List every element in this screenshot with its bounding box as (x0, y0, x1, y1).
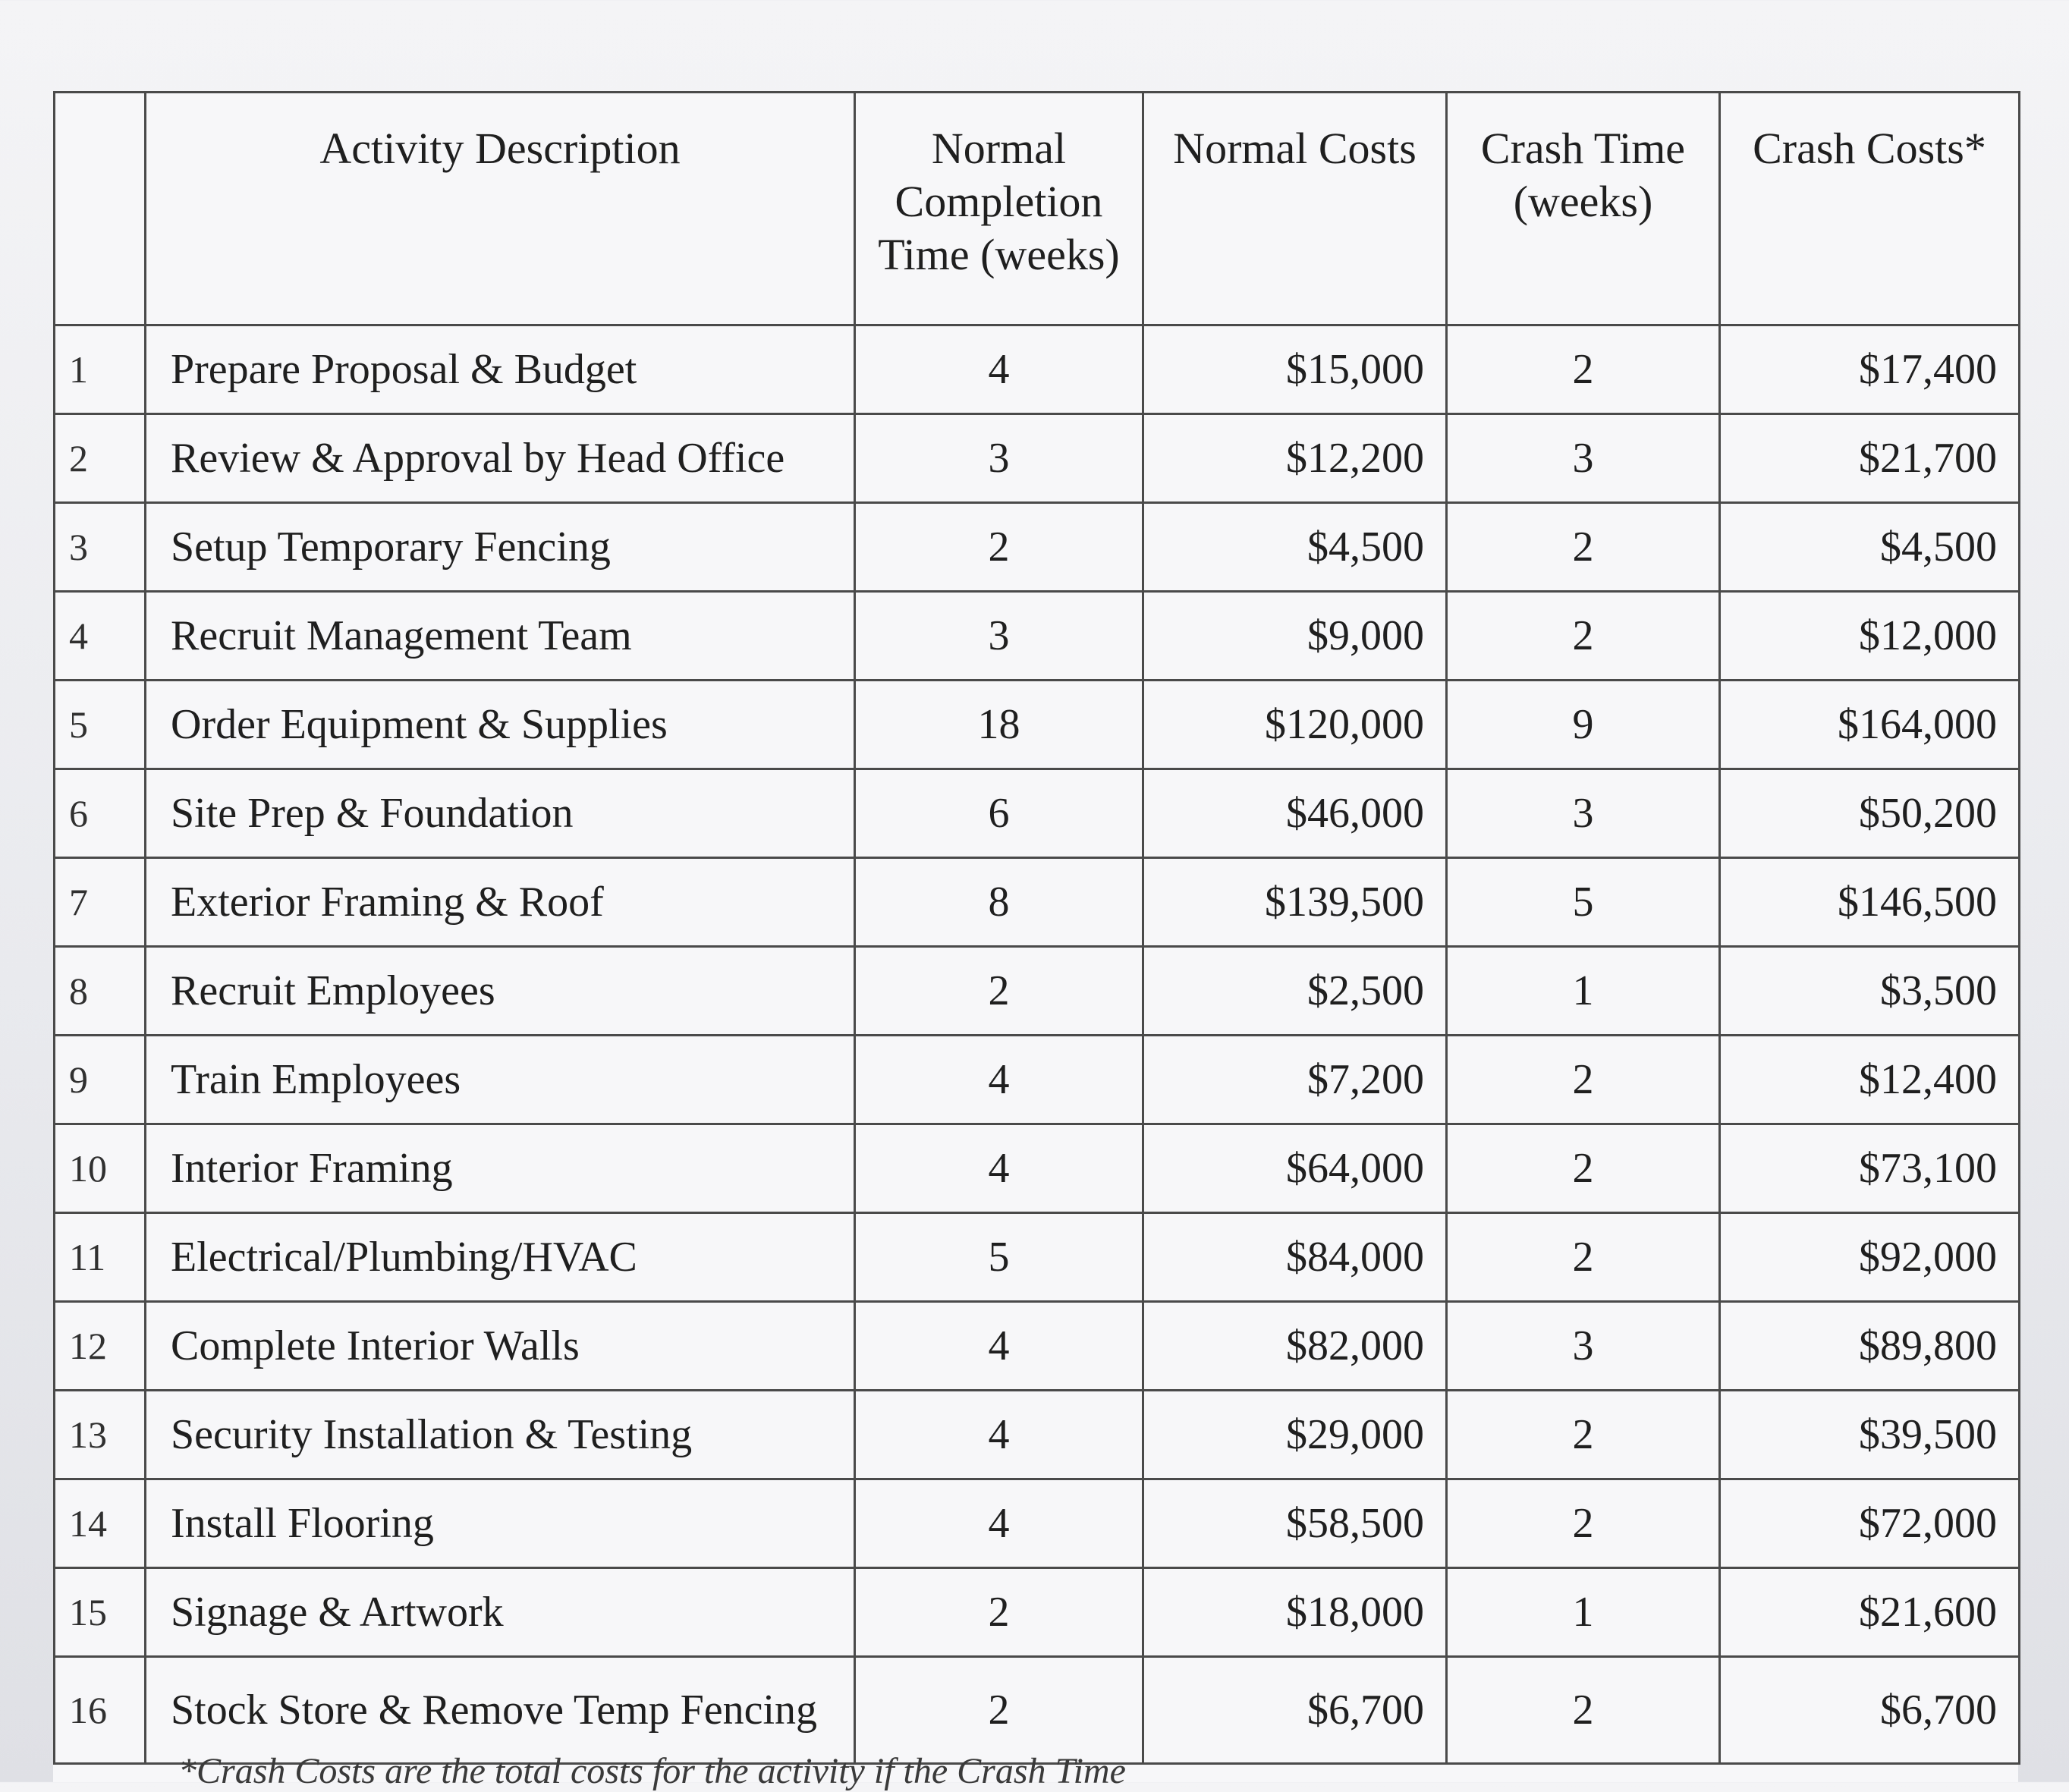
normal-costs: $18,000 (1143, 1568, 1447, 1657)
crash-costs: $6,700 (1720, 1657, 2020, 1764)
header-activity-description: Activity Description (146, 93, 855, 325)
crash-costs: $17,400 (1720, 325, 2020, 414)
crash-time: 5 (1447, 858, 1720, 947)
table-row (55, 769, 2020, 858)
crash-costs: $89,800 (1720, 1302, 2020, 1391)
crash-costs: $12,000 (1720, 592, 2020, 681)
table-body (55, 325, 2020, 1764)
crash-costs: $39,500 (1720, 1391, 2020, 1479)
crash-costs: $146,500 (1720, 858, 2020, 947)
normal-costs: $64,000 (1143, 1124, 1447, 1213)
header-number (55, 93, 146, 325)
crash-time: 2 (1447, 1479, 1720, 1568)
row-number: 3 (55, 503, 146, 592)
table-row (55, 681, 2020, 769)
crash-time: 2 (1447, 1213, 1720, 1302)
activity-description: Setup Temporary Fencing (146, 503, 855, 592)
footnote: *Crash Costs are the total costs for the activity if the Crash Time (178, 1751, 1126, 1791)
crash-costs: $4,500 (1720, 503, 2020, 592)
row-number: 9 (55, 1036, 146, 1124)
crash-costs: $164,000 (1720, 681, 2020, 769)
table-row (55, 947, 2020, 1036)
crash-time: 2 (1447, 325, 1720, 414)
normal-costs: $9,000 (1143, 592, 1447, 681)
normal-time: 6 (855, 769, 1143, 858)
activity-description: Stock Store & Remove Temp Fencing (146, 1657, 855, 1764)
crash-time: 3 (1447, 1302, 1720, 1391)
normal-time: 3 (855, 592, 1143, 681)
row-number: 15 (55, 1568, 146, 1657)
table-row (55, 1391, 2020, 1479)
activity-description: Signage & Artwork (146, 1568, 855, 1657)
crash-time: 1 (1447, 1568, 1720, 1657)
header-normal-costs: Normal Costs (1143, 93, 1447, 325)
crash-time: 2 (1447, 1657, 1720, 1764)
crash-costs: $72,000 (1720, 1479, 2020, 1568)
normal-time: 2 (855, 947, 1143, 1036)
crash-costs: $92,000 (1720, 1213, 2020, 1302)
normal-costs: $82,000 (1143, 1302, 1447, 1391)
normal-time: 4 (855, 1036, 1143, 1124)
row-number: 1 (55, 325, 146, 414)
table-row (55, 1036, 2020, 1124)
table-row (55, 414, 2020, 503)
table-row (55, 325, 2020, 414)
table-row (55, 1302, 2020, 1391)
crash-time: 2 (1447, 1391, 1720, 1479)
header-row (55, 93, 2020, 325)
table-row (55, 592, 2020, 681)
row-number: 2 (55, 414, 146, 503)
normal-time: 3 (855, 414, 1143, 503)
crash-time: 9 (1447, 681, 1720, 769)
crash-time: 3 (1447, 769, 1720, 858)
normal-costs: $2,500 (1143, 947, 1447, 1036)
row-number: 8 (55, 947, 146, 1036)
normal-time: 2 (855, 503, 1143, 592)
normal-costs: $7,200 (1143, 1036, 1447, 1124)
activity-description: Exterior Framing & Roof (146, 858, 855, 947)
table-header (55, 93, 2020, 325)
crash-time: 1 (1447, 947, 1720, 1036)
row-number: 5 (55, 681, 146, 769)
normal-time: 4 (855, 1302, 1143, 1391)
activity-description: Complete Interior Walls (146, 1302, 855, 1391)
normal-costs: $29,000 (1143, 1391, 1447, 1479)
normal-time: 2 (855, 1657, 1143, 1764)
normal-costs: $46,000 (1143, 769, 1447, 858)
normal-time: 8 (855, 858, 1143, 947)
row-number: 12 (55, 1302, 146, 1391)
activity-description: Recruit Management Team (146, 592, 855, 681)
crash-time: 2 (1447, 1036, 1720, 1124)
table-row (55, 1657, 2020, 1764)
activity-description: Electrical/Plumbing/HVAC (146, 1213, 855, 1302)
crash-costs: $21,700 (1720, 414, 2020, 503)
crash-time: 2 (1447, 503, 1720, 592)
normal-time: 4 (855, 1391, 1143, 1479)
crash-costs: $73,100 (1720, 1124, 2020, 1213)
activity-description: Prepare Proposal & Budget (146, 325, 855, 414)
header-crash-time: Crash Time (weeks) (1447, 93, 1720, 325)
row-number: 11 (55, 1213, 146, 1302)
normal-costs: $120,000 (1143, 681, 1447, 769)
crash-time: 3 (1447, 414, 1720, 503)
activity-description: Review & Approval by Head Office (146, 414, 855, 503)
crash-time: 2 (1447, 1124, 1720, 1213)
row-number: 7 (55, 858, 146, 947)
document-page (53, 91, 2018, 1791)
table-row (55, 503, 2020, 592)
table-row (55, 1213, 2020, 1302)
crash-costs: $50,200 (1720, 769, 2020, 858)
normal-costs: $12,200 (1143, 414, 1447, 503)
crash-costs: $21,600 (1720, 1568, 2020, 1657)
normal-time: 2 (855, 1568, 1143, 1657)
table-row (55, 1568, 2020, 1657)
row-number: 6 (55, 769, 146, 858)
row-number: 13 (55, 1391, 146, 1479)
normal-costs: $15,000 (1143, 325, 1447, 414)
activity-description: Order Equipment & Supplies (146, 681, 855, 769)
normal-costs: $4,500 (1143, 503, 1447, 592)
normal-costs: $6,700 (1143, 1657, 1447, 1764)
crash-costs: $12,400 (1720, 1036, 2020, 1124)
activity-description: Security Installation & Testing (146, 1391, 855, 1479)
normal-costs: $84,000 (1143, 1213, 1447, 1302)
table-row (55, 858, 2020, 947)
row-number: 14 (55, 1479, 146, 1568)
activity-description: Site Prep & Foundation (146, 769, 855, 858)
row-number: 10 (55, 1124, 146, 1213)
normal-costs: $58,500 (1143, 1479, 1447, 1568)
activity-description: Install Flooring (146, 1479, 855, 1568)
normal-time: 4 (855, 325, 1143, 414)
header-crash-costs: Crash Costs* (1720, 93, 2020, 325)
table-row (55, 1124, 2020, 1213)
crash-time: 2 (1447, 592, 1720, 681)
normal-time: 18 (855, 681, 1143, 769)
activity-description: Recruit Employees (146, 947, 855, 1036)
activity-table (53, 91, 2020, 1765)
header-normal-completion-time: Normal Completion Time (weeks) (855, 93, 1143, 325)
normal-time: 4 (855, 1479, 1143, 1568)
normal-time: 4 (855, 1124, 1143, 1213)
crash-costs: $3,500 (1720, 947, 2020, 1036)
normal-time: 5 (855, 1213, 1143, 1302)
normal-costs: $139,500 (1143, 858, 1447, 947)
activity-description: Interior Framing (146, 1124, 855, 1213)
activity-description: Train Employees (146, 1036, 855, 1124)
row-number: 4 (55, 592, 146, 681)
table-row (55, 1479, 2020, 1568)
row-number: 16 (55, 1657, 146, 1764)
